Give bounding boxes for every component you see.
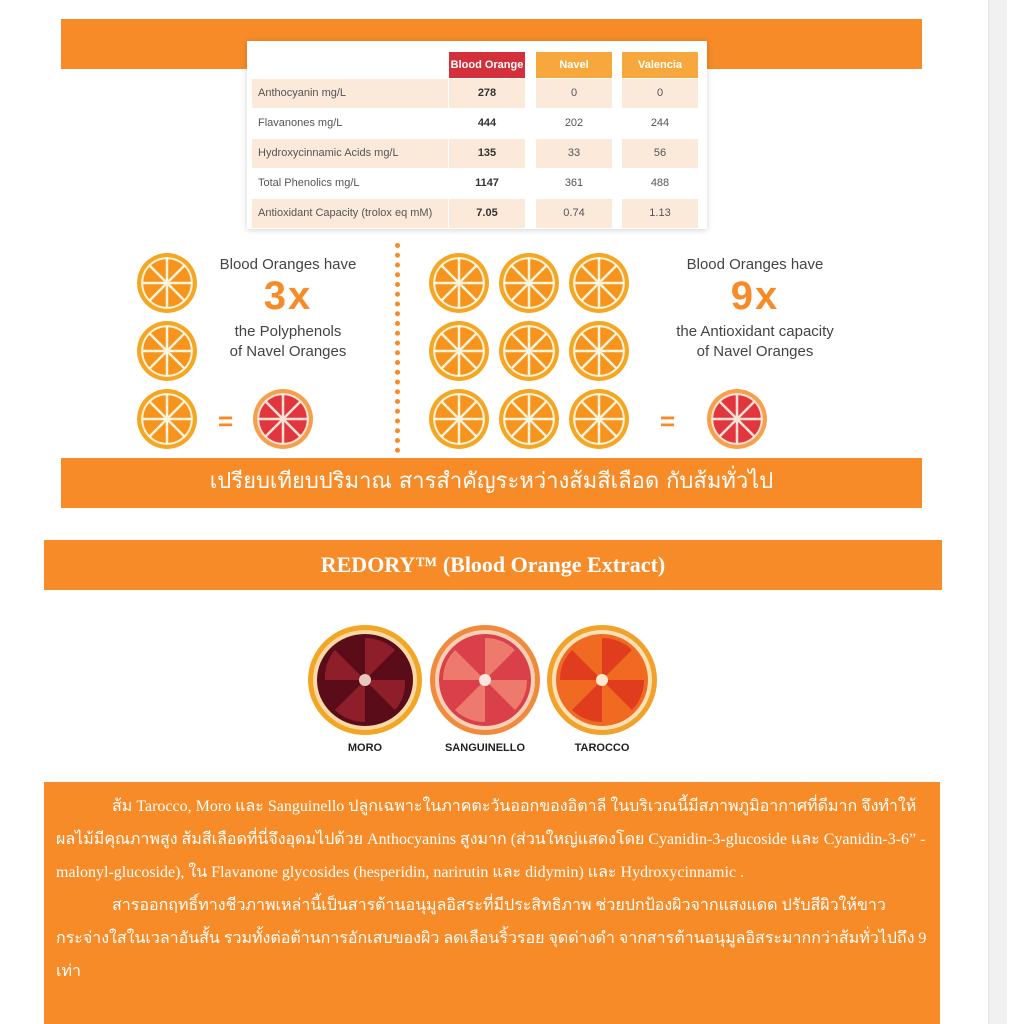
equals-sign: = — [660, 406, 676, 436]
left-multiplier: 3x — [263, 274, 313, 318]
table-cell: 244 — [622, 109, 698, 138]
orange-slice-icon — [498, 388, 560, 450]
orange-slice-icon — [568, 252, 630, 314]
table-header-blood-orange: Blood Orange — [449, 52, 525, 78]
equals-sign: = — [218, 406, 234, 436]
scrollbar[interactable] — [988, 0, 1007, 1024]
variety-label-sanguinello: SANGUINELLO — [444, 742, 526, 754]
orange-slice-icon — [136, 252, 198, 314]
table-cell: 7.05 — [449, 199, 525, 228]
table-cell: 33 — [536, 139, 612, 168]
blood-orange-slice-icon — [706, 388, 768, 450]
left-subtext-2: of Navel Oranges — [229, 343, 347, 360]
right-subtext-1: the Antioxidant capacity — [676, 323, 834, 340]
tarocco-orange-image — [546, 624, 658, 736]
orange-slice-icon — [428, 388, 490, 450]
table-header-valencia: Valencia — [622, 52, 698, 78]
orange-slice-icon — [136, 388, 198, 450]
right-subtext-2: of Navel Oranges — [696, 343, 814, 360]
table-row-label: Antioxidant Capacity (trolox eq mM) — [252, 199, 448, 228]
sanguinello-orange-image — [429, 624, 541, 736]
orange-slice-icon — [568, 320, 630, 382]
table-cell: 0 — [622, 79, 698, 108]
table-row-label: Anthocyanin mg/L — [252, 79, 448, 108]
table-header-navel: Navel — [536, 52, 612, 78]
variety-label-moro: MORO — [347, 742, 383, 754]
orange-slice-icon — [498, 252, 560, 314]
thai-comparison-banner: เปรียบเทียบปริมาณ สารสำคัญระหว่างส้มสีเลือด กับส้มทั่วไป — [61, 458, 922, 508]
table-cell: 0 — [536, 79, 612, 108]
right-multiplier: 9x — [730, 274, 780, 318]
right-heading: Blood Oranges have — [686, 256, 824, 273]
table-cell: 488 — [622, 169, 698, 198]
description-paragraph: สารออกฤทธิ์ทางชีวภาพเหล่านี้เป็นสารต้านอนุมูลอิสระที่มีประสิทธิภาพ ช่วยปกป้องผิวจากแสงแดด ปรับสีผิวให้ขาวกระจ่างใสในเวลาอันสั้น รวมทั้งต่อต้านการอักเสบของผิว ลดเลือนริ้วรอย จุดด่างดำ จากสารต้านอนุมูลอิสระมากกว่าส้มทั่วไปถึง 9 เท่า — [56, 897, 927, 980]
table-cell: 361 — [536, 169, 612, 198]
variety-label-tarocco: TAROCCO — [574, 742, 630, 754]
left-heading: Blood Oranges have — [219, 256, 357, 273]
redory-banner: REDORY™ (Blood Orange Extract) — [44, 540, 942, 590]
table-cell: 202 — [536, 109, 612, 138]
orange-slice-icon — [428, 320, 490, 382]
orange-slice-icon — [568, 388, 630, 450]
orange-slice-icon — [498, 320, 560, 382]
moro-orange-image — [307, 624, 423, 736]
table-cell: 56 — [622, 139, 698, 168]
table-cell: 1147 — [449, 169, 525, 198]
orange-slice-icon — [428, 252, 490, 314]
table-row-label: Flavanones mg/L — [252, 109, 448, 138]
table-cell: 135 — [449, 139, 525, 168]
table-cell: 0.74 — [536, 199, 612, 228]
table-row-label: Hydroxycinnamic Acids mg/L — [252, 139, 448, 168]
orange-slice-icon — [136, 320, 198, 382]
table-cell: 278 — [449, 79, 525, 108]
divider — [395, 243, 400, 453]
blood-orange-slice-icon — [252, 388, 314, 450]
table-row-label: Total Phenolics mg/L — [252, 169, 448, 198]
description-paragraph: ส้ม Tarocco, Moro และ Sanguinello ปลูกเฉพาะในภาคตะวันออกของอิตาลี ในบริเวณนี้มีสภาพภูมิอากาศที่ดีมาก จึงทำให้ผลไม้มีคุณภาพสูง ส้มสีเลือดที่นี่จึงอุดมไปด้วย Anthocyanins สูงมาก (ส่วนใหญ่แสดงโดย Cyanidin-3-glucoside และ Cyanidin-3-6” -malonyl-glucoside), ใน Flavanone glycosides (hesperidin, narirutin และ didymin) และ Hydroxycinnamic . — [56, 798, 926, 881]
description-box — [44, 782, 940, 1024]
table-cell: 444 — [449, 109, 525, 138]
left-subtext-1: the Polyphenols — [234, 323, 342, 340]
table-cell: 1.13 — [622, 199, 698, 228]
